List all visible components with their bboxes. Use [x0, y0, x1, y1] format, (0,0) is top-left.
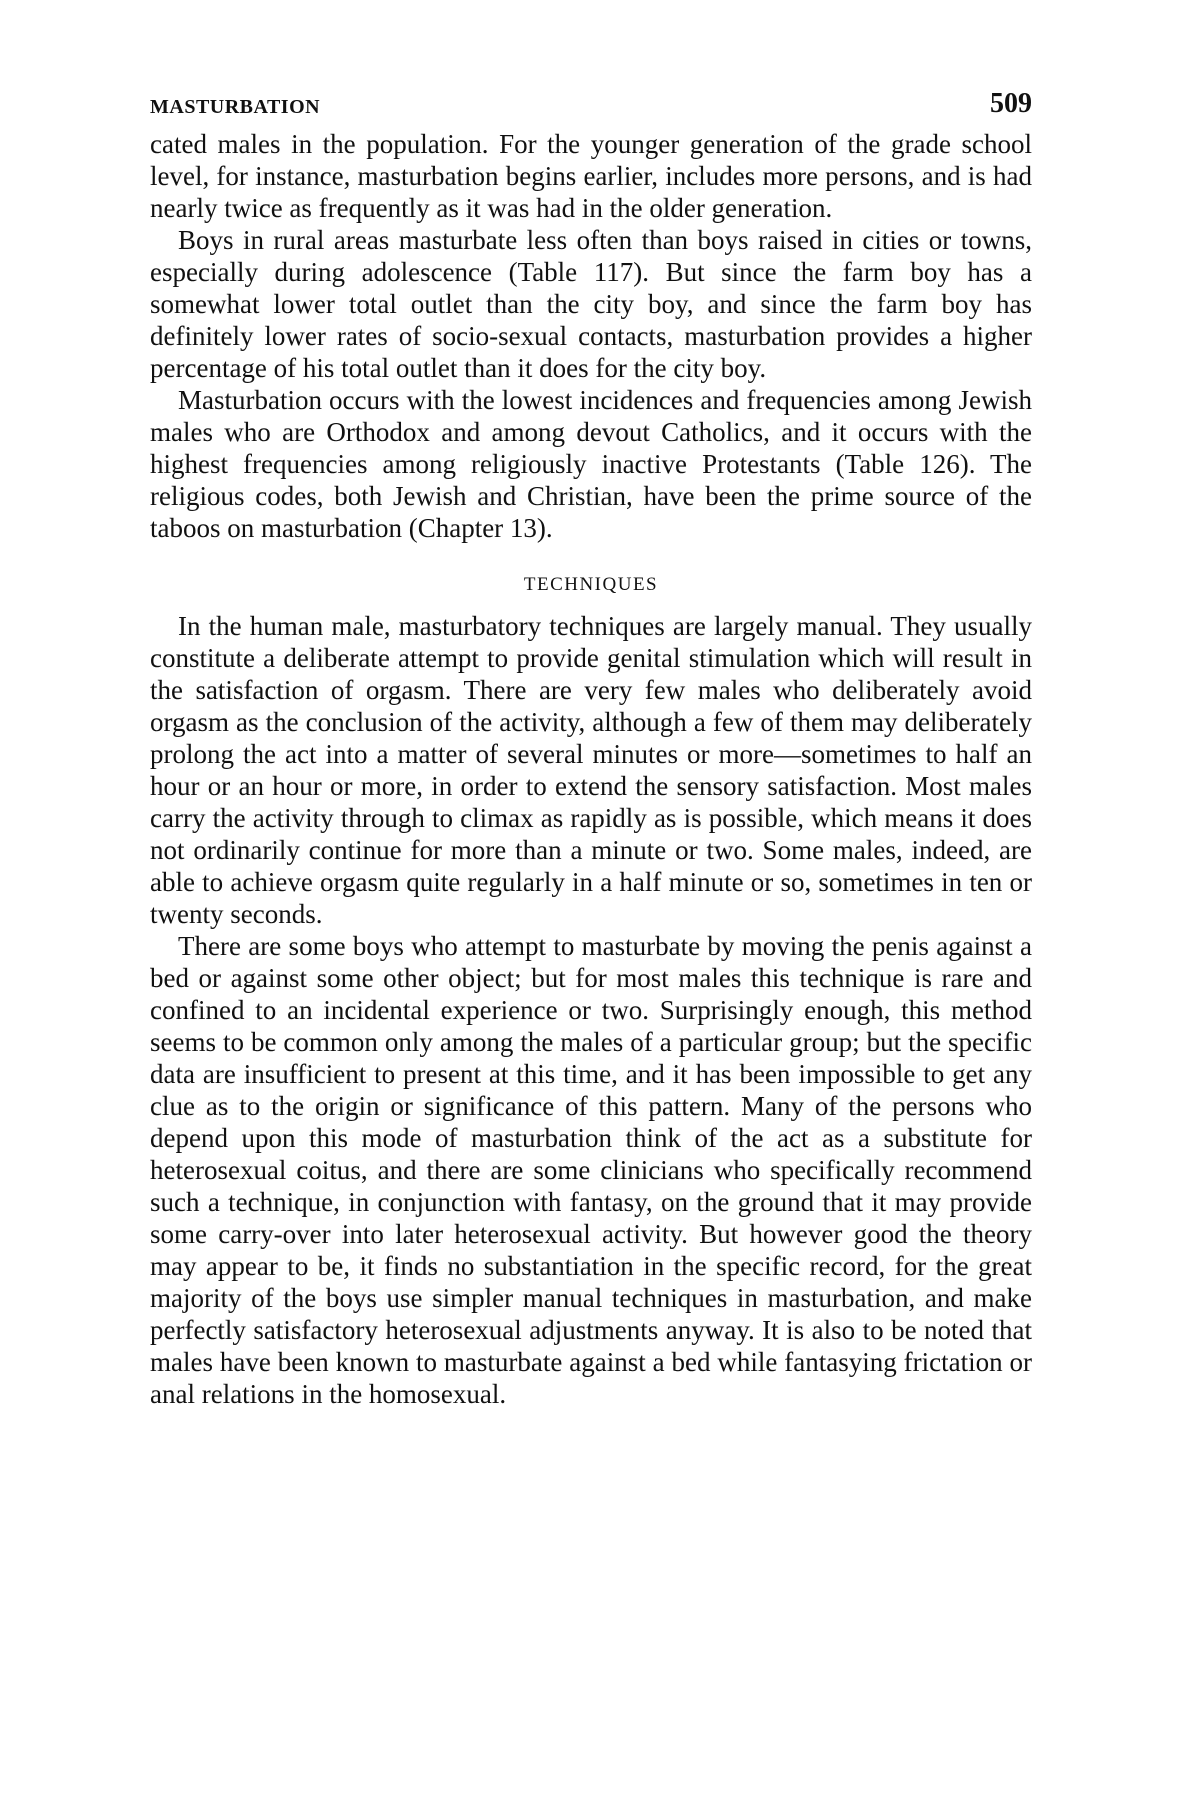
section-heading: TECHNIQUES: [523, 574, 659, 595]
book-page: [150, 88, 1032, 1410]
paragraph-rural-boys: Boys in rural areas masturbate less often than boys raised in cities or towns, especially during adolescence (Table 117). But since the farm boy has a somewhat lower total outlet than the city boy, and since the farm boy has definitely lower rates of socio-sexual contacts, masturbation provides a higher percentage of his total outlet than it does for the city boy.: [150, 225, 1032, 383]
running-title: MASTURBATION: [150, 96, 321, 118]
paragraph-object-techniques: There are some boys who attempt to masturbate by moving the penis against a bed or against some other object; but for most males this technique is rare and confined to an incidental experience or two. Surprisingly enough, this method seems to be common only among the males of a particular group; but the specific data are insufficient to present at this time, and it has been impossible to get any clue as to the origin or significance of this pattern. Many of the persons who depend upon this mode of masturbation think of the act as a substitute for heterosexual coitus, and there are some clinicians who specifically recommend such a technique, in conjunction with fantasy, on the ground that it may provide some carry-over into later heterosexual activity. But however good the theory may appear to be, it finds no substantiation in the specific record, for the great majority of the boys use simpler manual techniques in masturbation, and make perfectly satisfactory heterosexual adjustments anyway. It is also to be noted that males have been known to masturbate against a bed while fantasying frictation or anal relations in the homosexual.: [150, 931, 1032, 1409]
running-head: [150, 88, 1032, 128]
paragraph-religious-groups: Masturbation occurs with the lowest incidences and frequencies among Jewish males who are Orthodox and among devout Catholics, and it occurs with the highest frequencies among religiously inactive Protestants (Table 126). The religious codes, both Jewish and Christian, have been the prime source of the taboos on masturbation (Chapter 13).: [150, 385, 1032, 543]
paragraph-continued: cated males in the population. For the younger generation of the grade school level, for instance, masturbation begins earlier, includes more persons, and is had nearly twice as frequently as it was had in the older generation.: [150, 129, 1032, 223]
page-number: 509: [990, 88, 1032, 119]
paragraph-manual-techniques: In the human male, masturbatory techniques are largely manual. They usually constitute a deliberate attempt to provide genital stimulation which will result in the satisfaction of orgasm. There are very few males who deliberately avoid orgasm as the conclusion of the activity, although a few of them may deliberately prolong the act into a matter of several minutes or more—sometimes to half an hour or an hour or more, in order to extend the sensory satisfaction. Most males carry the activity through to climax as rapidly as is possible, which means it does not ordinarily continue for more than a minute or two. Some males, indeed, are able to achieve orgasm quite regularly in a half minute or so, sometimes in ten or twenty seconds.: [150, 611, 1032, 929]
